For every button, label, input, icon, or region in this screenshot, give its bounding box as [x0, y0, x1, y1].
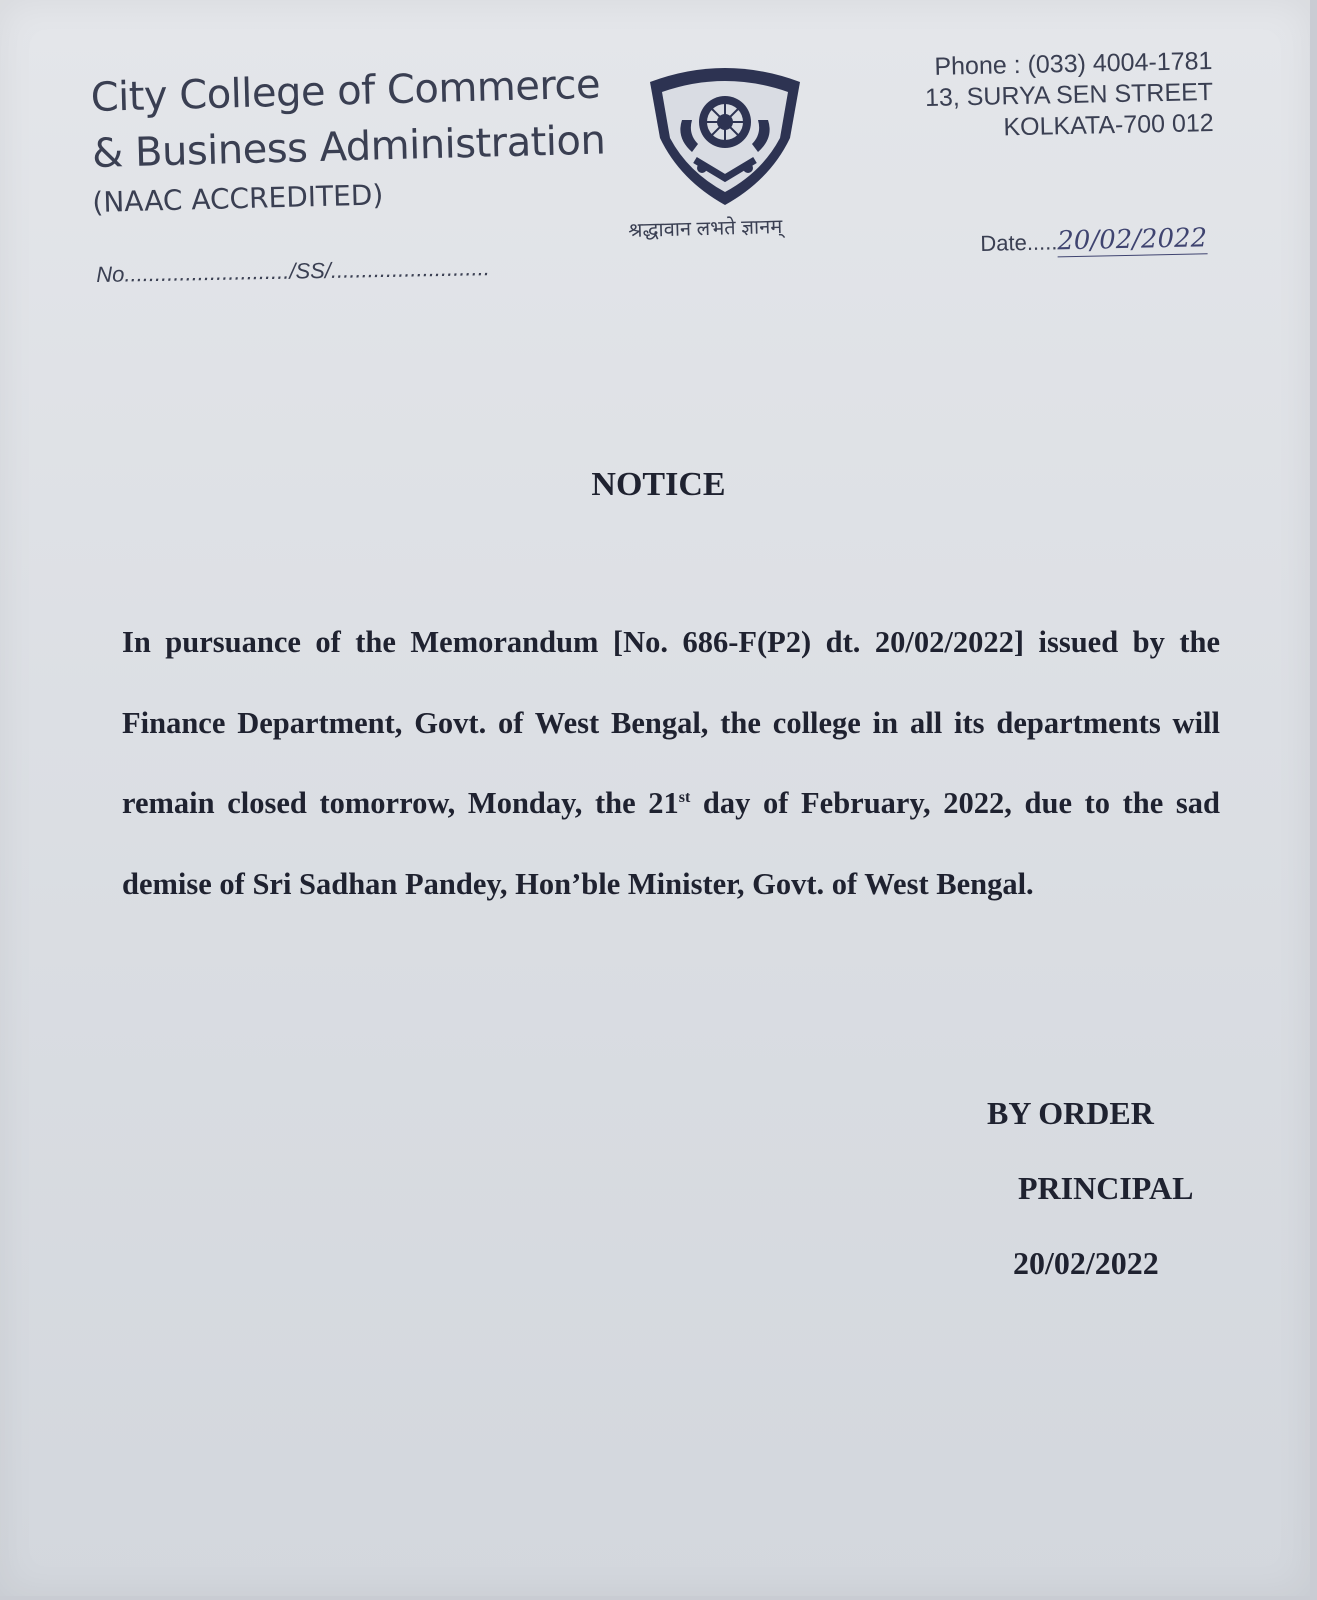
- address-city: KOLKATA-700 012: [1003, 108, 1214, 142]
- contact-address: [924, 46, 1214, 145]
- college-motto: श्रद्धावान लभते ज्ञानम्: [628, 215, 783, 242]
- by-order-text: BY ORDER: [987, 1095, 1154, 1131]
- accreditation-text: (NAAC ACCREDITED): [92, 178, 384, 219]
- college-name-line-2: & Business Administration: [91, 117, 606, 177]
- reference-number: No.........................../SS/..........................: [96, 255, 491, 287]
- shield-emblem-icon: [640, 60, 810, 210]
- phone-number: Phone : (033) 4004-1781: [934, 46, 1213, 81]
- address-street: 13, SURYA SEN STREET: [924, 77, 1214, 113]
- date-field: [980, 223, 1207, 258]
- notice-body-part-1: In pursuance of the Memorandum [No. 686-F(P2) dt. 20/02/2022] issued by the Finance Department, Govt. of West Bengal, the college in all its departments will remain closed tomorrow, Monday, the 21: [122, 625, 1220, 820]
- principal-designation: PRINCIPAL: [1018, 1170, 1194, 1206]
- ordinal-suffix: st: [678, 788, 691, 806]
- date-label: Date.....: [980, 229, 1058, 256]
- notice-title: NOTICE: [591, 466, 726, 503]
- notice-body-part-2: day of February, 2022, due to the sad demise of Sri Sadhan Pandey, Hon’ble Minister, Govt. of West Bengal.: [122, 786, 1220, 901]
- college-name-line-1: City College of Commerce: [90, 61, 601, 121]
- college-name: [90, 57, 606, 182]
- signature-date: 20/02/2022: [1013, 1245, 1159, 1281]
- notice-body: [122, 602, 1220, 924]
- handwritten-date: 20/02/2022: [1057, 223, 1208, 257]
